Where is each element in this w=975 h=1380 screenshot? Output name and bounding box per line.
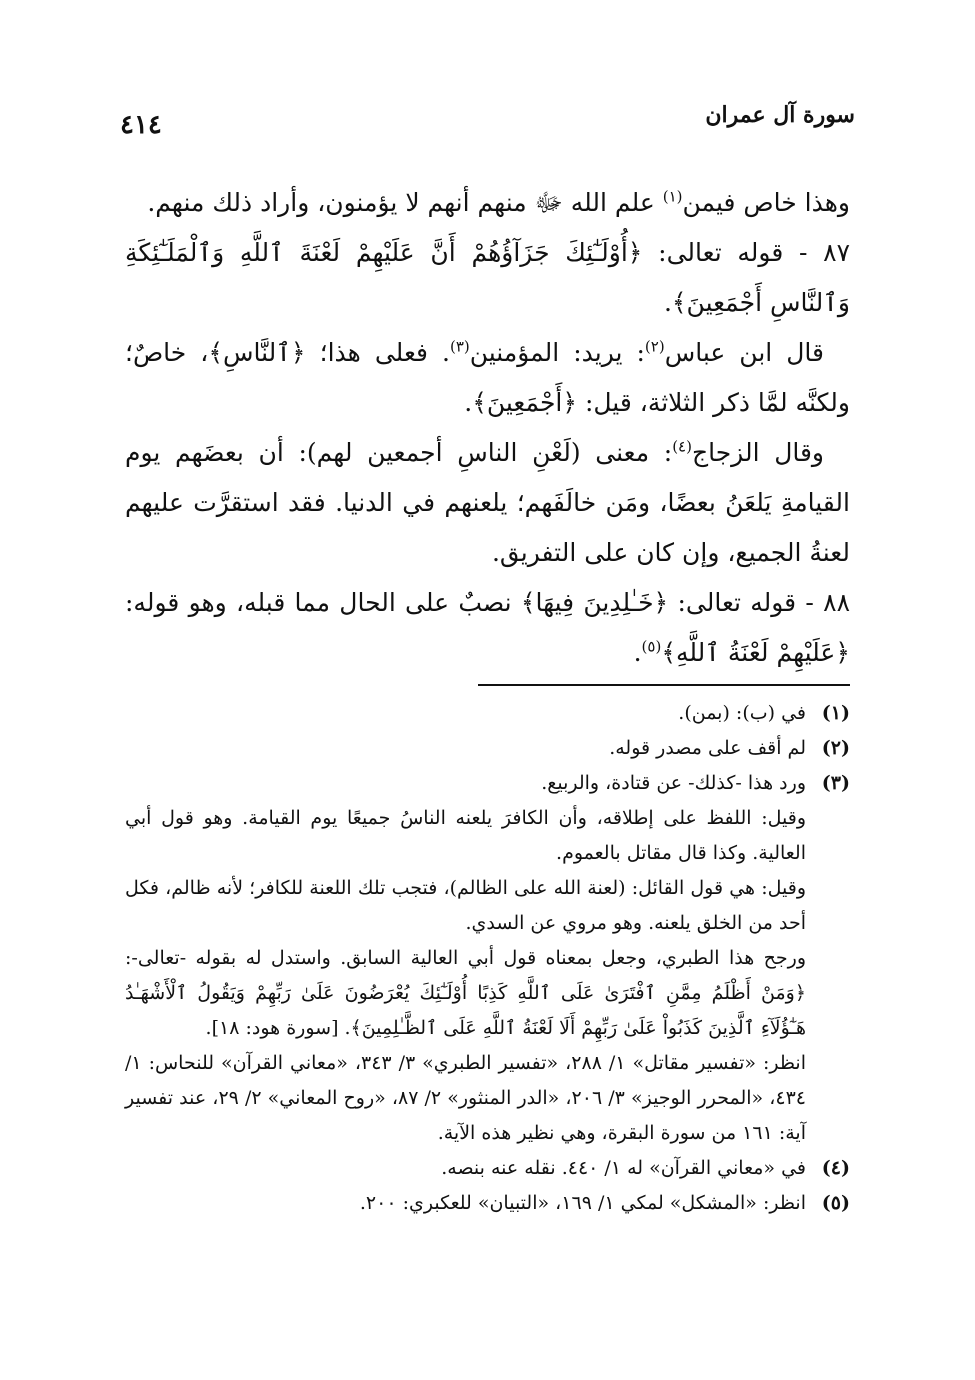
text-run: : معنى (لَعْنِ الناسِ أجمعين لهم): أن بعضَهم يوم القيامةِ يَلعَنُ بعضًا، ومَن خالَفَهم؛ يلعنهم في الدنيا. فقد استقرَّت عليهم لعنةُ الجميع، وإن كان على التفريق. [125,438,850,567]
footnotes [125,696,850,1221]
footnote [125,731,850,766]
footnote [125,766,850,1151]
text-run: وهذا خاص فيمن [682,188,850,217]
quran-word: ﴿أَجْمَعِينَ﴾ [472,388,577,417]
footnote-number: (٣) [821,772,850,794]
text-run: . [663,288,672,317]
footnote-text [125,766,806,1151]
text-run: . [633,638,642,667]
text-run: : يريد: المؤمنين [469,338,645,367]
footnote-ref: (٥) [641,637,662,656]
footnote-line: في «معاني القرآن» له ١/ ٤٤٠. نقله عنه بنصه. [441,1157,806,1179]
quran-verse: ﴿أُوْلَـٰٓئِكَ جَزَآؤُهُمْ أَنَّ عَلَيْهِمْ لَعْنَةَ ٱللَّهِ وَٱلْمَلَـٰٓئِكَةِ وَٱلنَّاسِ أَجْمَعِينَ﴾ [125,238,850,317]
footnote-line: لم أقف على مصدر قوله. [609,737,806,759]
text-run: علم الله ﷻ منهم أنهم لا يؤمنون، وأراد ذلك منهم. [147,188,663,217]
footnote-text [125,1186,806,1221]
verse-number: ٨٨ - قوله تعالى: [668,588,850,617]
footnote-divider [478,684,850,686]
footnote-number: (٢) [821,737,850,759]
page-number: ٤١٤ [120,110,162,140]
footnote-text [125,731,806,766]
footnote-line: ورجح هذا الطبري، وجعل بمعناه قول أبي العالية السابق. واستدل له بقوله -تعالى-: ﴿وَمَنْ أَظْلَمُ مِمَّنِ ٱفْتَرَىٰ عَلَى ٱللَّهِ كَذِبًا أُوْلَـٰٓئِكَ يُعْرَضُونَ عَلَىٰ رَبِّهِمْ وَيَقُولُ ٱلْأَشْهَـٰدُ هَـٰٓؤُلَآءِ ٱلَّذِينَ كَذَبُواْ عَلَىٰ رَبِّهِمْ أَلَا لَعْنَةُ ٱللَّهِ عَلَى ٱلظَّـٰلِمِينَ﴾. [سورة هود: ١٨]. [125,947,806,1039]
footnote [125,696,850,731]
footnote-number: (١) [821,702,850,724]
running-title: سورة آل عمران [705,102,855,128]
quran-word: ﴿خَـٰلِدِينَ فِيهَا﴾ [520,588,669,617]
text-run: . [464,388,473,417]
paragraph [125,428,850,578]
footnote [125,1151,850,1186]
footnote-line: انظر: «المشكل» لمكي ١/ ١٦٩، «التبيان» للعكبري: ٢٠٠. [359,1192,806,1214]
paragraph [125,578,850,678]
quran-word: ﴿عَلَيْهِمْ لَعْنَةُ ٱللَّهِ﴾ [661,638,850,667]
text-run: . فعلى هذا؛ [305,338,450,367]
quran-word: ﴿ٱلنَّاسِ﴾ [208,338,306,367]
paragraph [125,328,850,428]
footnote-line: وقيل: اللفظ على إطلاقه، وأن الكافرَ يلعنه الناسُ جميعًا يوم القيامة. وهو قول أبي العالية. وكذا قال مقاتل بالعموم. [125,807,806,864]
footnote-ref: (٣) [449,337,470,356]
footnote-line: وقيل: هي قول القائل: (لعنة الله على الظالم)، فتجب تلك اللعنة للكافر؛ لأنه ظالم، فكل أحد من الخلق يلعنه. وهو مروي عن السدي. [125,877,806,934]
page-header [120,96,855,146]
footnote-line: ورد هذا -كذلك- عن قتادة، والربيع. [541,772,806,794]
text-run: نصبٌ على الحال مما قبله، وهو قوله: [125,588,521,617]
footnote-line: في (ب): (بمن). [678,702,806,724]
footnote-ref: (١) [662,187,683,206]
footnote-number: (٤) [821,1157,850,1179]
footnote-line: انظر: «تفسير مقاتل» ١/ ٢٨٨، «تفسير الطبري» ٣/ ٣٤٣، «معاني القرآن» للنحاس: ١/ ٤٣٤، «المحرر الوجيز» ٣/ ٢٠٦، «الدر المنثور» ٢/ ٨٧، «روح المعاني» ٢/ ٢٩، عند تفسير آية: ١٦١ من سورة البقرة، وهي نظير هذه الآية. [125,1052,806,1144]
footnote-number: (٥) [821,1192,850,1214]
paragraph [125,178,850,228]
text-run: قال ابن عباس [664,338,824,367]
paragraph [125,228,850,328]
footnote [125,1186,850,1221]
footnote-ref: (٢) [644,337,665,356]
verse-number: ٨٧ - قوله تعالى: [642,238,850,267]
footnote-ref: (٤) [672,437,692,456]
footnote-text [125,696,806,731]
text-run: ، خاصٌ؛ ولكنَّه لمَّا ذكر الثلاثة، قيل: [125,338,850,417]
text-run: وقال الزجاج [691,438,824,467]
main-text [125,178,850,678]
footnote-text [125,1151,806,1186]
